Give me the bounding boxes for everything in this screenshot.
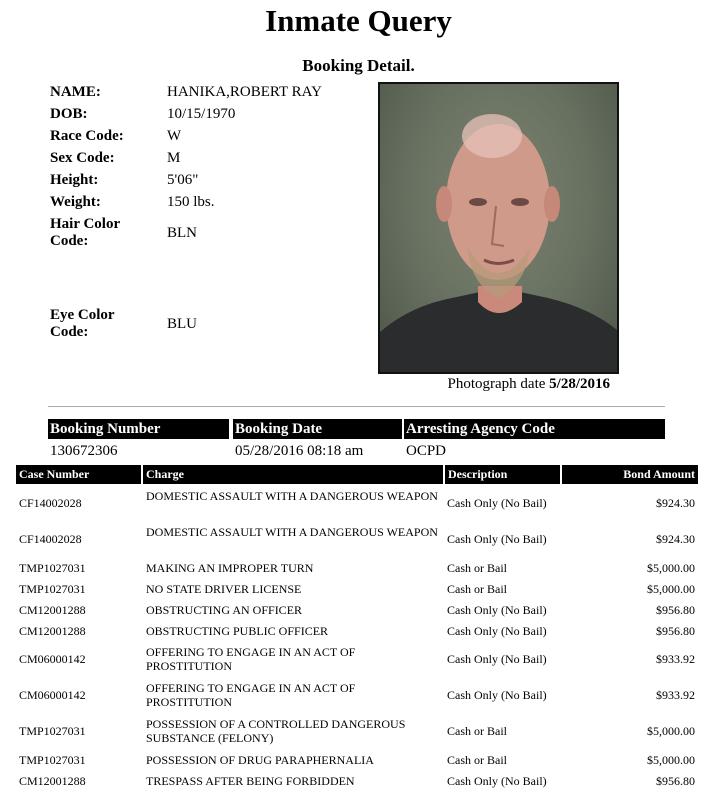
description-header: Description: [445, 465, 560, 484]
weight-label: Weight:: [50, 194, 101, 210]
bond-amount-cell: $956.80: [656, 603, 695, 617]
dob-value: 10/15/1970: [167, 106, 236, 122]
charge-header: Charge: [143, 465, 443, 484]
bond-amount-cell: $5,000.00: [647, 753, 695, 767]
portrait-image: [380, 84, 617, 372]
booking-number-header: Booking Number: [48, 419, 229, 439]
description-cell: Cash or Bail: [447, 724, 507, 738]
race-code-value: W: [167, 128, 182, 144]
section-divider: [48, 406, 665, 407]
description-cell: Cash Only (No Bail): [447, 652, 547, 666]
case-number-cell: CF14002028: [19, 532, 82, 546]
arresting-agency-header: Arresting Agency Code: [404, 419, 665, 439]
sex-code-value: M: [167, 150, 181, 166]
charge-cell: POSSESSION OF A CONTROLLED DANGEROUS SUBSTANCE (FELONY): [146, 717, 406, 745]
bond-amount-cell: $933.92: [656, 652, 695, 666]
case-number-cell: CF14002028: [19, 496, 82, 510]
photograph-date: [378, 376, 610, 393]
bond-amount-cell: $956.80: [656, 624, 695, 638]
eye-color-label: Eye Color Code:: [50, 307, 115, 340]
inmate-photo: [380, 84, 617, 372]
charge-cell: DOMESTIC ASSAULT WITH A DANGEROUS WEAPON: [146, 525, 438, 539]
charge-cell: NO STATE DRIVER LICENSE: [146, 582, 302, 596]
name-label: NAME:: [50, 84, 101, 100]
charge-cell: POSSESSION OF DRUG PARAPHERNALIA: [146, 753, 374, 767]
case-number-cell: TMP1027031: [19, 561, 86, 575]
charge-cell: OBSTRUCTING AN OFFICER: [146, 603, 303, 617]
bond-amount-cell: $5,000.00: [647, 561, 695, 575]
dob-label: DOB:: [50, 106, 88, 122]
description-cell: Cash Only (No Bail): [447, 532, 547, 546]
page-title: Inmate Query: [265, 3, 452, 38]
bond-amount-cell: $924.30: [656, 532, 695, 546]
case-number-cell: CM12001288: [19, 624, 86, 638]
description-cell: Cash Only (No Bail): [447, 774, 547, 788]
bond-amount-header: Bond Amount: [562, 465, 698, 484]
case-number-cell: TMP1027031: [19, 582, 86, 596]
name-value: HANIKA,ROBERT RAY: [167, 84, 322, 100]
description-cell: Cash Only (No Bail): [447, 603, 547, 617]
bond-amount-cell: $956.80: [656, 774, 695, 788]
arresting-agency-value: OCPD: [406, 443, 447, 459]
charge-cell: TRESPASS AFTER BEING FORBIDDEN: [146, 774, 355, 788]
case-number-cell: TMP1027031: [19, 753, 86, 767]
booking-date-value: 05/28/2016 08:18 am: [235, 443, 364, 459]
bond-amount-cell: $5,000.00: [647, 582, 695, 596]
eye-color-value: BLU: [167, 316, 197, 332]
hair-color-value: BLN: [167, 225, 197, 241]
photograph-date-value: 5/28/2016: [549, 376, 610, 392]
height-label: Height:: [50, 172, 99, 188]
bond-amount-cell: $5,000.00: [647, 724, 695, 738]
bond-amount-cell: $933.92: [656, 688, 695, 702]
bond-amount-cell: $924.30: [656, 496, 695, 510]
description-cell: Cash or Bail: [447, 561, 507, 575]
weight-value: 150 lbs.: [167, 194, 215, 210]
charge-cell: MAKING AN IMPROPER TURN: [146, 561, 314, 575]
description-cell: Cash Only (No Bail): [447, 624, 547, 638]
case-number-header: Case Number: [16, 465, 141, 484]
description-cell: Cash Only (No Bail): [447, 688, 547, 702]
booking-detail-heading: Booking Detail.: [302, 56, 415, 75]
charge-cell: OFFERING TO ENGAGE IN AN ACT OF PROSTITUTION: [146, 645, 356, 673]
charge-cell: OFFERING TO ENGAGE IN AN ACT OF PROSTITUTION: [146, 681, 356, 709]
description-cell: Cash Only (No Bail): [447, 496, 547, 510]
charge-cell: DOMESTIC ASSAULT WITH A DANGEROUS WEAPON: [146, 489, 438, 503]
booking-date-header: Booking Date: [233, 419, 402, 439]
hair-color-label: Hair Color Code:: [50, 216, 120, 249]
height-value: 5'06": [167, 172, 199, 188]
photograph-date-label: Photograph date: [447, 376, 546, 392]
case-number-cell: TMP1027031: [19, 724, 86, 738]
booking-number-value: 130672306: [50, 443, 118, 459]
sex-code-label: Sex Code:: [50, 150, 115, 166]
description-cell: Cash or Bail: [447, 582, 507, 596]
description-cell: Cash or Bail: [447, 753, 507, 767]
case-number-cell: CM06000142: [19, 652, 86, 666]
inmate-photo-frame: [378, 82, 619, 374]
race-code-label: Race Code:: [50, 128, 124, 144]
charge-cell: OBSTRUCTING PUBLIC OFFICER: [146, 624, 329, 638]
case-number-cell: CM12001288: [19, 774, 86, 788]
case-number-cell: CM12001288: [19, 603, 86, 617]
case-number-cell: CM06000142: [19, 688, 86, 702]
